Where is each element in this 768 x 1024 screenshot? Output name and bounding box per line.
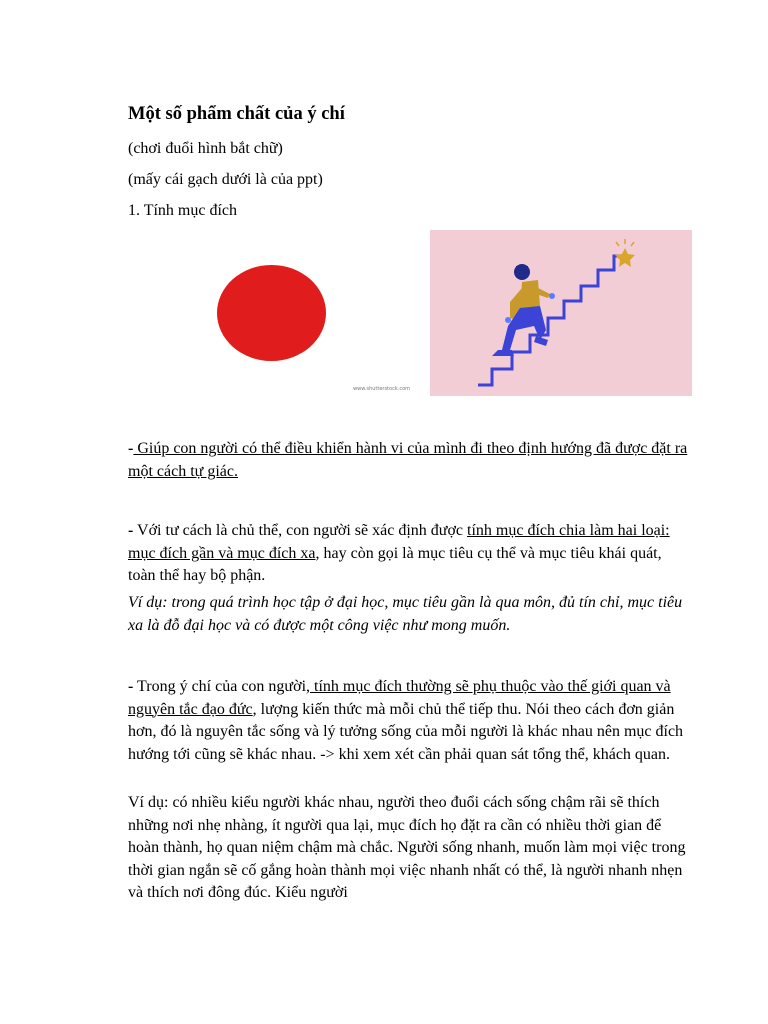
paragraph-1 bbox=[128, 438, 693, 483]
bullet-dash: - bbox=[128, 440, 134, 457]
paragraph-text: Trong ý chí của con người bbox=[133, 678, 307, 695]
note-line-2: (mấy cái gạch dưới là của ppt) bbox=[128, 171, 323, 188]
document-title: Một số phẩm chất của ý chí bbox=[128, 104, 345, 124]
example-paragraph-1: Ví dụ: trong quá trình học tập ở đại học, mục tiêu gần là qua môn, đủ tín chỉ, mục tiêu xa là đỗ đại học và có được một công việc như mong muốn. bbox=[128, 594, 683, 634]
red-disc bbox=[217, 265, 326, 361]
illustration-background bbox=[430, 230, 692, 396]
bullet-dash: - bbox=[128, 678, 134, 695]
image-watermark: www.shutterstock.com bbox=[353, 386, 410, 392]
paragraph-text: , lượng kiến thức mà mỗi chủ thể tiếp thu. Nói theo cách đơn giản hơn, đó là nguyên tắc sống và lý tưởng sống của mỗi người là khác nhau nên mục đích hướng tới cũng sẽ khác nhau. -> khi xem xét cần phải quan sát tổng thể, khách quan. bbox=[128, 700, 684, 763]
underlined-text: tính mục đích chia làm hai loại: mục đích gần và mục đích xa bbox=[128, 522, 670, 562]
japan-flag-image bbox=[128, 234, 418, 396]
stairs-climber-image bbox=[430, 230, 692, 396]
note-line-1: (chơi đuổi hình bắt chữ) bbox=[128, 140, 283, 157]
paragraph-text: Với tư cách là chủ thể, con người sẽ xác định được bbox=[133, 522, 468, 539]
section-heading: 1. Tính mục đích bbox=[128, 202, 238, 219]
paragraph-2 bbox=[128, 520, 693, 588]
paragraph-text: , hay còn gọi là mục tiêu cụ thể và mục tiêu khái quát, toàn thể hay bộ phận. bbox=[128, 544, 662, 584]
example-paragraph-2: Ví dụ: có nhiều kiểu người khác nhau, người theo đuổi cách sống chậm rãi sẽ thích những nơi nhẹ nhàng, ít người qua lại, mục đích họ đặt ra cần có nhiều thời gian để hoàn thành, họ quan niệm chậm mà chắc. Người sống nhanh, muốn làm mọi việc trong thời gian ngắn sẽ cố gắng hoàn thành mọi việc nhanh nhất có thể, là người nhanh nhẹn và thích nơi đông đúc. Kiểu người bbox=[128, 794, 686, 901]
underlined-text: Giúp con người có thể điều khiển hành vi của mình đi theo định hướng đã được đặt ra một cách tự giác. bbox=[128, 440, 688, 480]
underlined-text: , tính mục đích thường sẽ phụ thuộc vào thế giới quan và nguyên tắc đạo đức bbox=[128, 678, 671, 718]
paragraph-3 bbox=[128, 676, 693, 766]
bullet-dash: - bbox=[128, 522, 134, 539]
